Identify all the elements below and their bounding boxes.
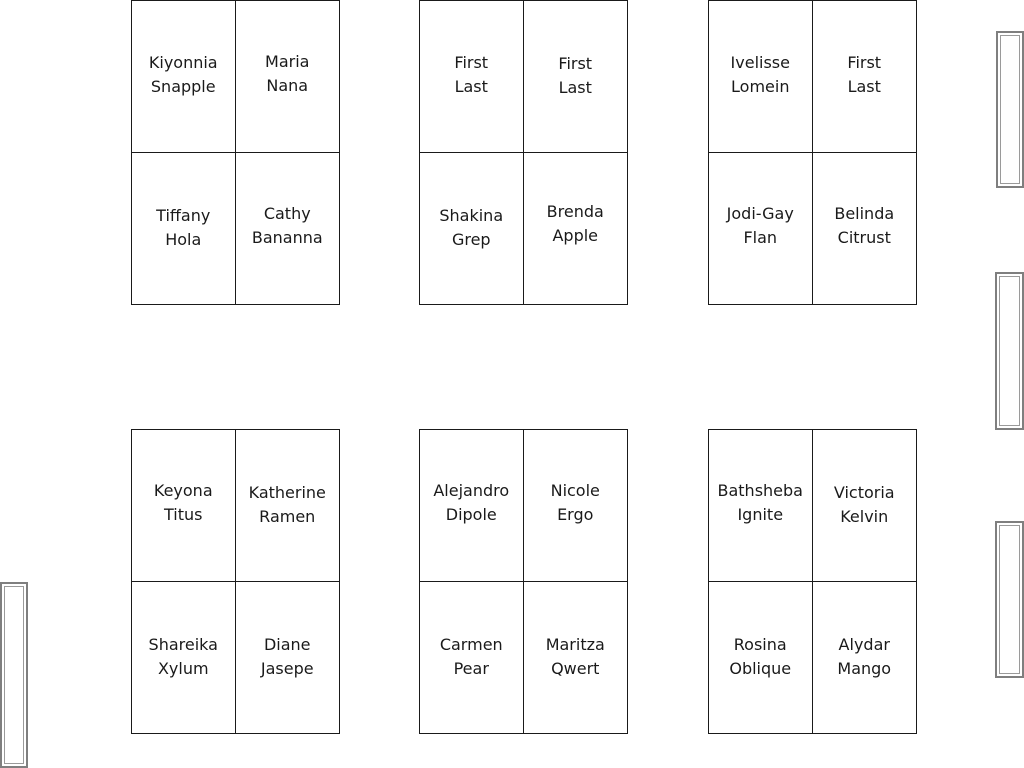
seat-last-name: Qwert (551, 659, 600, 679)
seat-first-name: Bathsheba (717, 481, 803, 501)
seat-last-name: Last (847, 77, 881, 97)
seat-last-name: Oblique (729, 659, 792, 679)
seat-first-name: Alydar (838, 635, 890, 655)
seat[interactable] (709, 153, 813, 305)
seat-first-name: Maria (265, 52, 310, 72)
seat-first-name: Alejandro (433, 481, 510, 501)
seat-last-name: Lomein (731, 77, 790, 97)
seat-last-name: Titus (164, 505, 203, 525)
seat-first-name: Maritza (545, 635, 605, 655)
seat-last-name: Ergo (557, 505, 594, 525)
table-pod (131, 0, 340, 305)
seat-first-name: Shakina (439, 206, 504, 226)
seat-first-name: Carmen (439, 635, 503, 655)
table-pod (131, 429, 340, 734)
seat-last-name: Mango (837, 659, 892, 679)
seat-first-name: First (847, 53, 882, 73)
seat-first-name: Cathy (263, 204, 311, 224)
seat[interactable] (524, 430, 628, 582)
seat[interactable] (236, 153, 340, 305)
seat-last-name: Nana (266, 76, 309, 96)
seat-first-name: Nicole (550, 481, 600, 501)
seat-last-name: Last (454, 77, 488, 97)
window-right-top (996, 31, 1024, 188)
seat[interactable] (132, 1, 236, 153)
seat-first-name: Keyona (153, 481, 213, 501)
seat-last-name: Citrust (837, 228, 891, 248)
seat-first-name: First (454, 53, 489, 73)
seat-first-name: Tiffany (156, 206, 211, 226)
seat-first-name: First (558, 54, 593, 74)
seat-last-name: Apple (552, 226, 599, 246)
seat[interactable] (709, 582, 813, 734)
seat-last-name: Xylum (157, 659, 209, 679)
seat[interactable] (420, 153, 524, 305)
seat[interactable] (132, 582, 236, 734)
seat-first-name: Shareika (148, 635, 218, 655)
seat[interactable] (813, 582, 917, 734)
seat-first-name: Jodi-Gay (726, 204, 794, 224)
seat-last-name: Kelvin (840, 507, 889, 527)
seat[interactable] (813, 430, 917, 582)
seat-first-name: Ivelisse (730, 53, 790, 73)
seat-last-name: Grep (451, 230, 491, 250)
seat[interactable] (524, 153, 628, 305)
seat-first-name: Katherine (248, 483, 326, 503)
seat-last-name: Flan (743, 228, 778, 248)
seat[interactable] (813, 153, 917, 305)
seat[interactable] (236, 1, 340, 153)
seat-last-name: Pear (453, 659, 489, 679)
table-pod (419, 0, 628, 305)
seat[interactable] (420, 430, 524, 582)
seat[interactable] (236, 430, 340, 582)
seat[interactable] (524, 582, 628, 734)
seat[interactable] (236, 582, 340, 734)
window-right-bottom (995, 521, 1024, 678)
seat-first-name: Rosina (733, 635, 787, 655)
window-right-middle (995, 272, 1024, 430)
seat[interactable] (132, 430, 236, 582)
seat-last-name: Ramen (259, 507, 316, 527)
seat-last-name: Last (558, 78, 592, 98)
seat[interactable] (709, 430, 813, 582)
seat-last-name: Bananna (251, 228, 323, 248)
seat-last-name: Snapple (150, 77, 216, 97)
seat[interactable] (709, 1, 813, 153)
seat[interactable] (132, 153, 236, 305)
seat-first-name: Diane (263, 635, 311, 655)
seat-last-name: Jasepe (260, 659, 314, 679)
seat-last-name: Hola (165, 230, 202, 250)
table-pod (419, 429, 628, 734)
window-left-bottom (0, 582, 28, 768)
table-pod (708, 0, 917, 305)
seat-first-name: Kiyonnia (148, 53, 218, 73)
seat-first-name: Brenda (546, 202, 604, 222)
seat[interactable] (813, 1, 917, 153)
seat-last-name: Ignite (737, 505, 784, 525)
seat[interactable] (524, 1, 628, 153)
seat-last-name: Dipole (445, 505, 497, 525)
seat[interactable] (420, 1, 524, 153)
seat-first-name: Belinda (834, 204, 895, 224)
table-pod (708, 429, 917, 734)
seat-first-name: Victoria (833, 483, 895, 503)
seat[interactable] (420, 582, 524, 734)
